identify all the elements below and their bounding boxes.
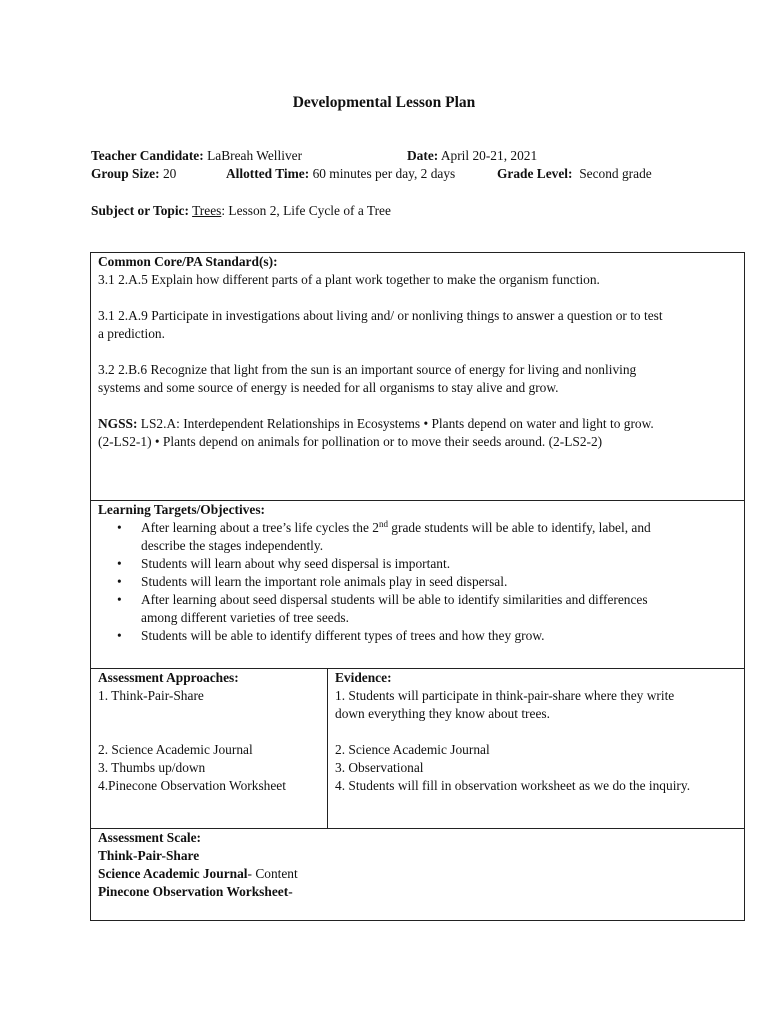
scale-item-label: Science Academic Journal xyxy=(98,866,248,881)
group-line xyxy=(91,165,176,183)
evidence-column xyxy=(328,669,744,828)
list-item xyxy=(141,591,744,627)
scale-item xyxy=(98,865,744,883)
assessment-section xyxy=(90,668,745,829)
targets-heading: Learning Targets/Objectives: xyxy=(98,502,265,517)
list-item: • Students will learn about why seed dispersal is important. xyxy=(141,555,744,573)
evidence-heading: Evidence: xyxy=(335,670,392,685)
group-label: Group Size: xyxy=(91,166,160,181)
ngss-text: LS2.A: Interdependent Relationships in Ecosystems • Plants depend on water and light to grow. xyxy=(137,416,654,431)
list-item: 4. Students will fill in observation worksheet as we do the inquiry. xyxy=(335,778,691,793)
date-line xyxy=(407,147,537,165)
assessment-approaches-column xyxy=(91,669,328,828)
scale-item: Pinecone Observation Worksheet- xyxy=(98,884,293,899)
list-item: 1. Students will participate in think-pair-share where they write xyxy=(335,688,675,703)
targets-list xyxy=(91,519,744,645)
date-label: Date: xyxy=(407,148,439,163)
standards-heading: Common Core/PA Standard(s): xyxy=(98,254,278,269)
grade-label: Grade Level: xyxy=(497,166,573,181)
ngss-standard-cont: (2-LS2-1) • Plants depend on animals for pollination or to move their seeds around. (2-LS2-2) xyxy=(98,434,603,449)
list-item: 4.Pinecone Observation Worksheet xyxy=(98,778,286,793)
standard-item: 3.2 2.B.6 Recognize that light from the sun is an important source of energy for living and nonliving xyxy=(98,362,637,377)
standard-item-cont: systems and some source of energy is needed for all organisms to stay alive and grow. xyxy=(98,380,559,395)
time-line xyxy=(226,165,455,183)
subject-rest: : Lesson 2, Life Cycle of a Tree xyxy=(221,203,391,218)
grade-value: Second grade xyxy=(579,166,652,181)
teacher-line xyxy=(91,147,302,165)
assessment-approaches-heading: Assessment Approaches: xyxy=(98,670,239,685)
standard-item: 3.1 2.A.5 Explain how different parts of a plant work together to make the organism function. xyxy=(98,272,600,287)
time-value: 60 minutes per day, 2 days xyxy=(312,166,456,181)
target-text: describe the stages independently. xyxy=(141,538,324,553)
list-item: 3. Observational xyxy=(335,760,424,775)
list-item: 2. Science Academic Journal xyxy=(335,742,490,757)
page-title: Developmental Lesson Plan xyxy=(292,94,476,111)
target-text: among different varieties of tree seeds. xyxy=(141,610,349,625)
ngss-label: NGSS: xyxy=(98,416,138,431)
standards-section xyxy=(90,252,745,501)
list-item: 2. Science Academic Journal xyxy=(98,742,253,757)
standard-item-cont: a prediction. xyxy=(98,326,165,341)
scale-item: Think-Pair-Share xyxy=(98,848,200,863)
target-text: After learning about a tree’s life cycles the 2 xyxy=(141,520,379,535)
grade-line xyxy=(497,165,652,183)
time-label: Allotted Time: xyxy=(226,166,310,181)
scale-item-text: - Content xyxy=(247,866,298,881)
list-item: • Students will be able to identify different types of trees and how they grow. xyxy=(141,627,744,645)
teacher-label: Teacher Candidate: xyxy=(91,148,204,163)
target-text: grade students will be able to identify, label, and xyxy=(387,520,651,535)
subject-line xyxy=(91,202,391,220)
list-item: 3. Thumbs up/down xyxy=(98,760,206,775)
date-value: April 20-21, 2021 xyxy=(440,148,538,163)
targets-section xyxy=(90,500,745,669)
group-value: 20 xyxy=(162,166,177,181)
list-item xyxy=(141,519,744,555)
target-text: After learning about seed dispersal students will be able to identify similarities and differences xyxy=(141,592,648,607)
ngss-standard xyxy=(98,415,744,433)
subject-topic: Trees xyxy=(192,203,222,218)
subject-label: Subject or Topic: xyxy=(91,203,189,218)
teacher-value: LaBreah Welliver xyxy=(207,148,303,163)
list-item: • Students will learn the important role animals play in seed dispersal. xyxy=(141,573,744,591)
assessment-scale-section xyxy=(90,828,745,921)
ordinal-suffix: nd xyxy=(378,519,388,529)
scale-heading: Assessment Scale: xyxy=(98,830,202,845)
standard-item: 3.1 2.A.9 Participate in investigations about living and/ or nonliving things to answer a question or to test xyxy=(98,308,663,323)
list-item: 1. Think-Pair-Share xyxy=(98,688,204,703)
list-item-cont: down everything they know about trees. xyxy=(335,706,550,721)
